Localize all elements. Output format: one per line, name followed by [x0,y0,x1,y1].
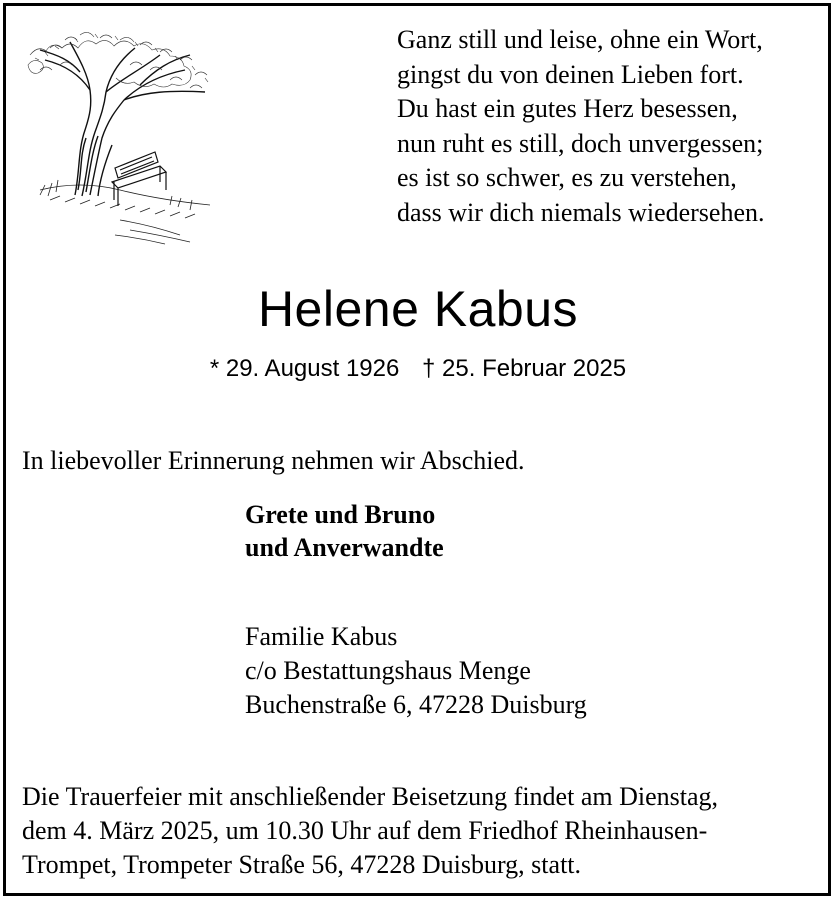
death-date: † 25. Februar 2025 [422,355,627,382]
funeral-notice [22,780,812,882]
farewell-text: In liebevoller Erinnerung nehmen wir Abschied. [22,446,525,475]
life-dates [0,355,836,383]
poem-line: Du hast ein gutes Herz besessen, [397,94,738,123]
poem-line: es ist so schwer, es zu verstehen, [397,163,737,192]
notice-line: Trompet, Trompeter Straße 56, 47228 Duisburg, statt. [22,850,582,879]
notice-line: dem 4. März 2025, um 10.30 Uhr auf dem Friedhof Rheinhausen- [22,816,708,845]
mourner-line: Grete und Bruno [245,500,436,529]
contact-address [245,620,587,722]
poem-line: gingst du von deinen Lieben fort. [397,59,744,89]
notice-line: Die Trauerfeier mit anschließender Beisetzung findet am Dienstag, [22,782,719,811]
birth-date: * 29. August 1926 [209,355,400,382]
mourner-line: und Anverwandte [245,533,444,562]
address-line: Buchenstraße 6, 47228 Duisburg [245,690,587,719]
address-line: Familie Kabus [245,622,398,651]
poem-line: dass wir dich niemals wiedersehen. [397,197,765,227]
address-line: c/o Bestattungshaus Menge [245,656,531,685]
deceased-name: Helene Kabus [257,281,579,337]
poem-line: nun ruht es still, doch unvergessen; [397,128,764,158]
poem [397,23,817,230]
mourners [245,498,444,564]
tree-with-bench-icon [20,20,220,245]
poem-line: Ganz still und leise, ohne ein Wort, [397,25,763,54]
